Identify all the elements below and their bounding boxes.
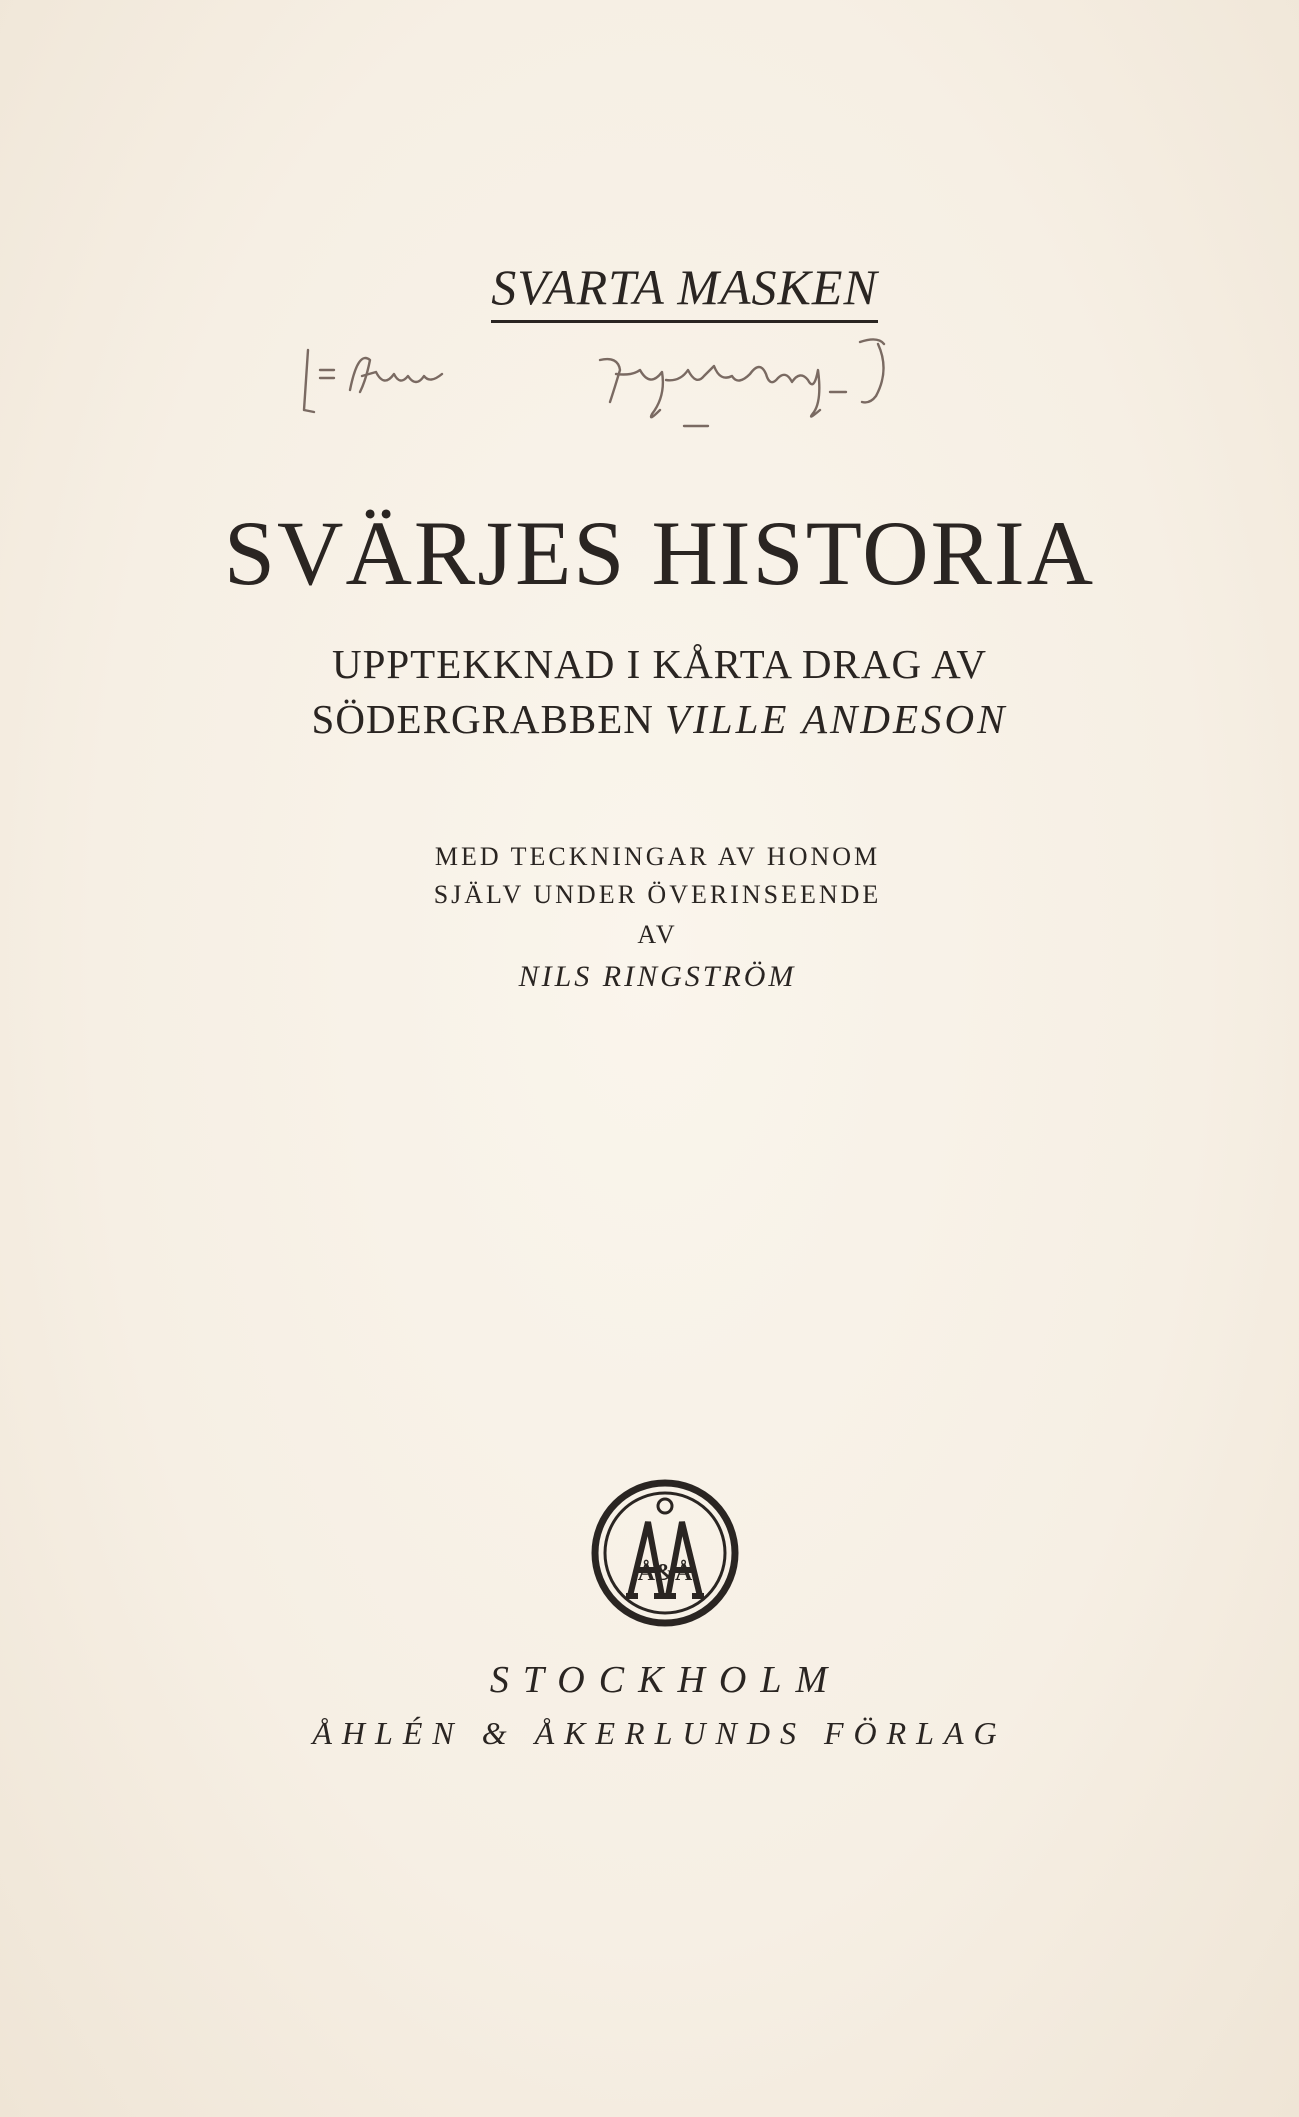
publication-city: STOCKHOLM <box>489 1659 842 1701</box>
author-name: VILLE ANDESON <box>665 696 1008 742</box>
series-title <box>0 258 1299 323</box>
subtitle-line-2-plain: SÖDERGRABBEN <box>311 696 654 742</box>
illustrator-name: NILS RINGSTRÖM <box>518 960 797 993</box>
publisher-logo-icon <box>590 1478 740 1628</box>
logo-text: Å&Å <box>637 1560 693 1586</box>
series-title-text: SVARTA MASKEN <box>491 258 878 323</box>
credit-line-1: MED TECKNINGAR AV HONOM <box>434 842 881 871</box>
subtitle-line-2 <box>10 695 1299 743</box>
credit-line-2: SJÄLV UNDER ÖVERINSEENDE <box>433 880 882 909</box>
publisher-name: ÅHLÉN & ÅKERLUNDS FÖRLAG <box>312 1715 1007 1751</box>
credit-line-3: AV <box>637 920 678 949</box>
book-title: SVÄRJES HISTORIA <box>223 502 1096 604</box>
handwritten-note <box>300 330 1060 430</box>
subtitle-line-1: UPPTEKKNAD I KÅRTA DRAG AV <box>331 641 988 687</box>
